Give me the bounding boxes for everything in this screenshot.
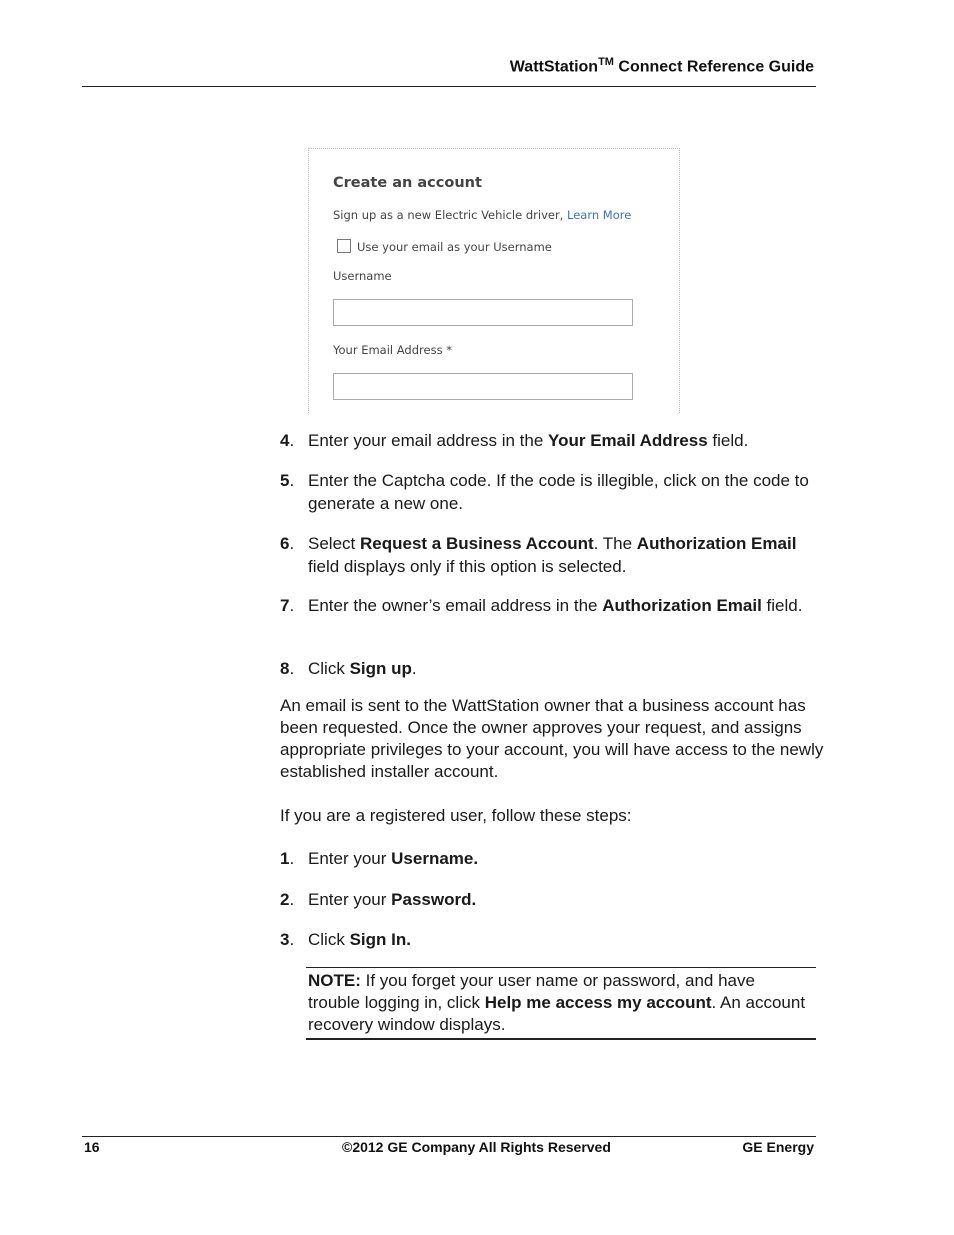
email-label: Your Email Address * bbox=[333, 343, 452, 357]
signup-subtitle: Sign up as a new Electric Vehicle driver, Learn More bbox=[333, 208, 632, 222]
step-text: Enter the owner’s email address in the Authorization Email field. bbox=[308, 596, 803, 615]
note-label: NOTE: bbox=[308, 971, 361, 990]
step-text: Click Sign up. bbox=[308, 659, 417, 678]
step-number: 3. bbox=[280, 930, 295, 949]
use-email-checkbox-label: Use your email as your Username bbox=[357, 240, 552, 254]
step-number: 5. bbox=[280, 471, 295, 490]
use-email-checkbox[interactable] bbox=[337, 239, 351, 253]
business-account-paragraph: An email is sent to the WattStation owner that a business account has been requested. Once the owner approves your request, and assigns appropriate privileges to your account, you will have access to the newly established installer account. bbox=[280, 696, 824, 781]
page-number: 16 bbox=[84, 1139, 100, 1155]
step-text: Enter your email address in the Your Email Address field. bbox=[308, 431, 749, 450]
note-top-rule bbox=[306, 967, 816, 968]
header-rule bbox=[82, 86, 816, 87]
document-header-title: WattStation™ Connect Reference Guide bbox=[509, 56, 814, 76]
step-text: Enter your Username. bbox=[308, 849, 479, 868]
learn-more-link[interactable]: Learn More bbox=[567, 208, 632, 222]
step-number: 6. bbox=[280, 534, 295, 553]
footer-company: GE Energy bbox=[742, 1139, 814, 1155]
step-text: Enter your Password. bbox=[308, 890, 477, 909]
footer-copyright: ©2012 GE Company All Rights Reserved bbox=[342, 1139, 611, 1155]
username-label: Username bbox=[333, 269, 392, 283]
step-number: 7. bbox=[280, 596, 295, 615]
help-access-account-link: Help me access my account bbox=[484, 993, 712, 1012]
step-number: 8. bbox=[280, 659, 295, 678]
step-text: Enter the Captcha code. If the code is illegible, click on the code to generate a new one. bbox=[308, 471, 809, 513]
username-input[interactable] bbox=[333, 299, 633, 326]
footer-rule bbox=[82, 1136, 816, 1137]
step-number: 4. bbox=[280, 431, 295, 450]
registered-user-intro: If you are a registered user, follow these steps: bbox=[280, 806, 632, 825]
step-text: Click Sign In. bbox=[308, 930, 411, 949]
step-number: 1. bbox=[280, 849, 295, 868]
email-input[interactable] bbox=[333, 373, 633, 400]
step-number: 2. bbox=[280, 890, 295, 909]
create-account-screenshot bbox=[308, 148, 680, 413]
note-box: NOTE: If you forget your user name or password, and have trouble logging in, click Help me access my account. An account recovery window displays. bbox=[308, 971, 806, 1034]
step-text: Select Request a Business Account. The Authorization Email field displays only if this option is selected. bbox=[308, 534, 797, 576]
use-email-checkbox-row[interactable] bbox=[337, 240, 552, 254]
note-bottom-rule bbox=[306, 1038, 816, 1040]
create-account-title: Create an account bbox=[333, 175, 482, 191]
